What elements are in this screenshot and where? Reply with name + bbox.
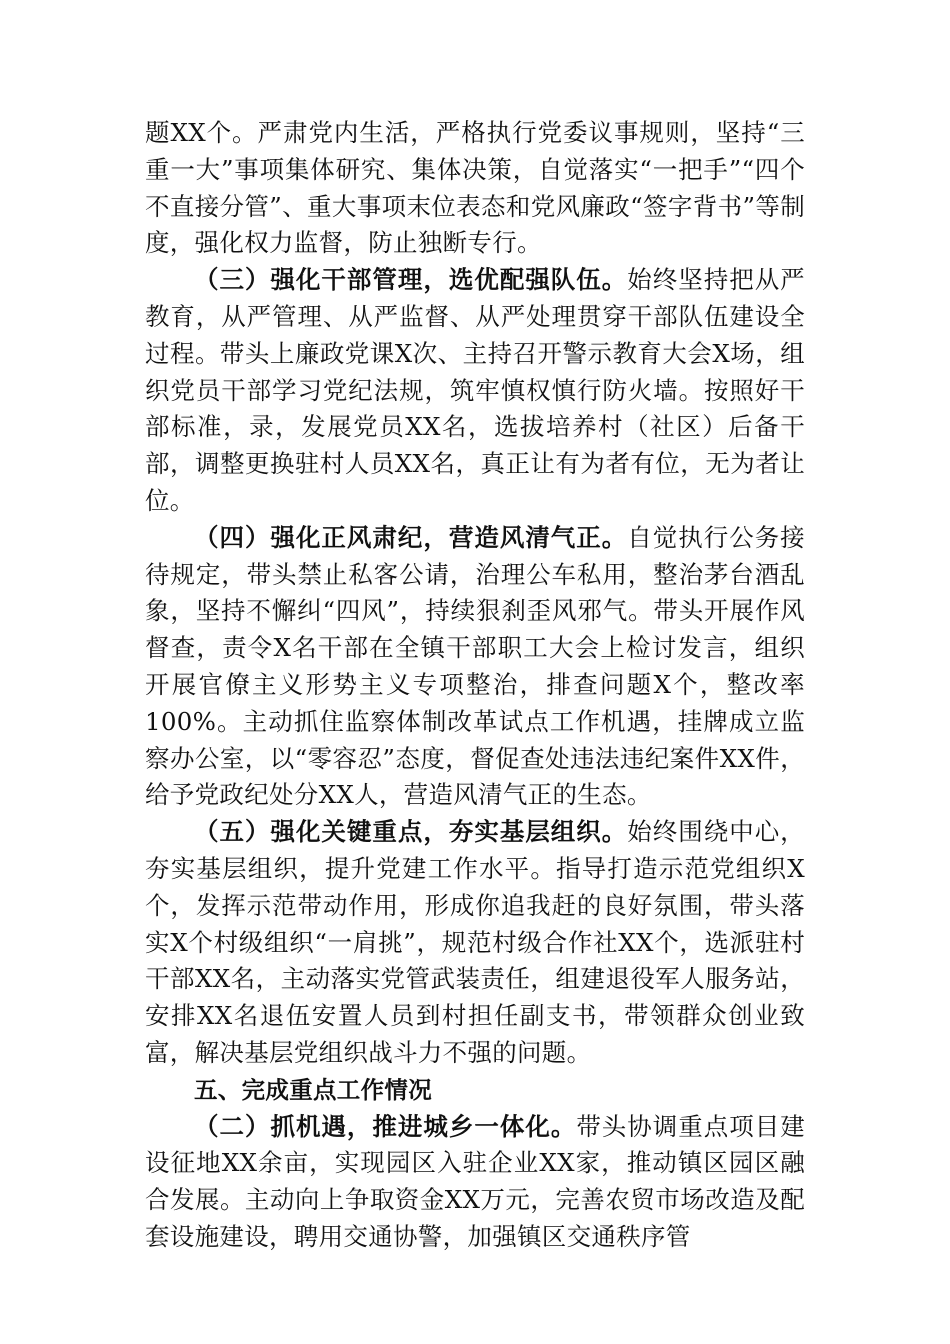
paragraph-lead: （四）强化正风肃纪，营造风清气正。: [194, 522, 628, 552]
paragraph-text: 始终围绕中心，夯实基层组织，提升党建工作水平。指导打造示范党组织X个，发挥示范带动作用，形成你追我赶的良好氛围，带头落实X个村级组织“一肩挑”，规范村级合作社XX个，选派驻村干部XX名，主动落实党管武装责任，组建退役军人服务站，安排XX名退伍安置人员到村担任副支书，带领群众创业致富，解决基层党组织战斗力不强的问题。: [145, 817, 805, 1067]
document-body: [145, 115, 805, 1256]
paragraph-lead: （三）强化干部管理，选优配强队伍。: [194, 265, 628, 295]
paragraph-lead: （二）抓机遇，推进城乡一体化。: [194, 1111, 577, 1141]
paragraph-grassroots: [145, 814, 805, 1072]
section-heading: 五、完成重点工作情况: [194, 1075, 432, 1104]
paragraph-text: 带头协调重点项目建设征地XX余亩，实现园区入驻企业XX家，推动镇区园区融合发展。主动向上争取资金XX万元，完善农贸市场改造及配套设施建设，聘用交通协警，加强镇区交通秩序管: [145, 1111, 806, 1251]
paragraph-lead: （五）强化关键重点，夯实基层组织。: [194, 817, 628, 847]
paragraph-text: 自觉执行公务接待规定，带头禁止私客公请，治理公车私用，整治茅台酒乱象，坚持不懈纠“四风”，持续狠刹歪风邪气。带头开展作风督查，责令X名干部在全镇干部职工大会上检讨发言，组织开展官僚主义形势主义专项整治，排查问题X个，整改率100%。主动抓住监察体制改革试点工作机遇，挂牌成立监察办公室，以“零容忍”态度，督促查处违法违纪案件XX件，给予党政纪处分XX人，营造风清气正的生态。: [145, 522, 805, 810]
paragraph-discipline: [145, 520, 805, 814]
paragraph-cadre-management: [145, 262, 805, 520]
paragraph-continuation: [145, 115, 805, 262]
paragraph-text: 始终坚持把从严教育，从严管理、从严监督、从严处理贯穿干部队伍建设全过程。带头上廉政党课X次、主持召开警示教育大会X场，组织党员干部学习党纪法规，筑牢慎权慎行防火墙。按照好干部标准，录，发展党员XX名，选拔培养村（社区）后备干部，调整更换驻村人员XX名，真正让有为者有位，无为者让位。: [145, 265, 805, 515]
paragraph-urban-rural: [145, 1109, 805, 1256]
paragraph-text: 题XX个。严肃党内生活，严格执行党委议事规则，坚持“三重一大”事项集体研究、集体决策，自觉落实“一把手”“四个不直接分管”、重大事项末位表态和党风廉政“签字背书”等制度，强化权力监督，防止独断专行。: [145, 118, 805, 258]
